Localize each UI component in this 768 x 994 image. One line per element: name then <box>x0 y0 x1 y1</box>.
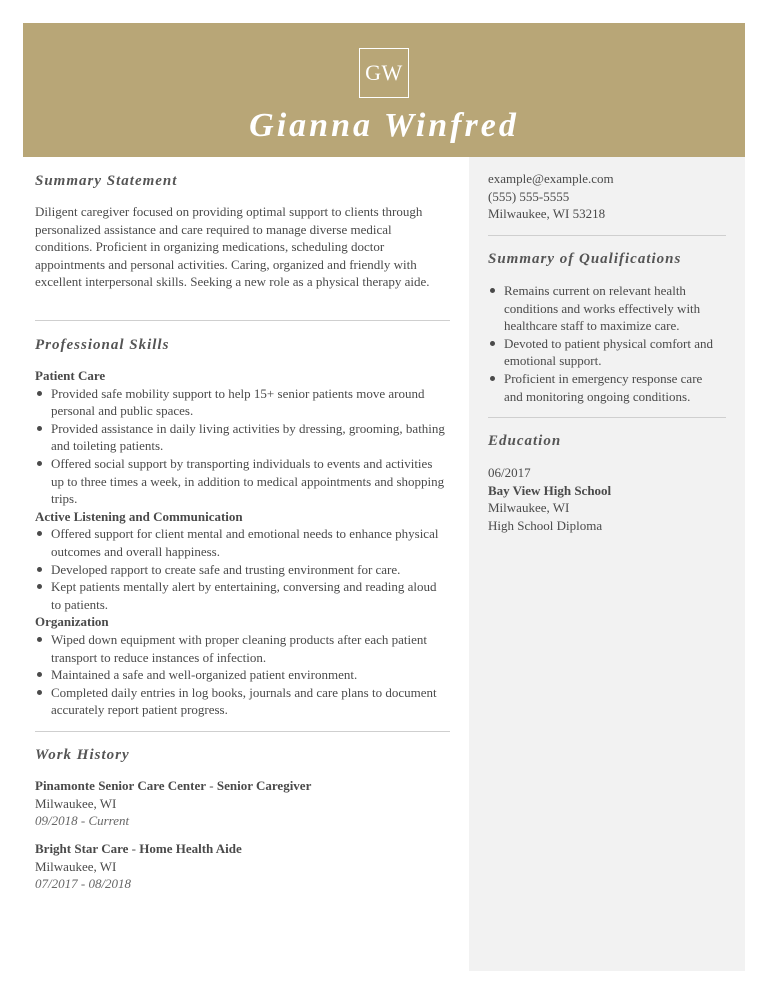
contact-block <box>488 170 728 223</box>
list-item: Maintained a safe and well-organized patient environment. <box>35 666 445 684</box>
summary-text: Diligent caregiver focused on providing optimal support to clients through personalized assistance and care required to manage diverse medical conditions. Proficient in organizing medications, scheduling doctor appointments and personal activities. Caring, organized and friendly with excellent interpersonal skills. Seeking a new role as a physical therapy aide. <box>35 204 430 290</box>
candidate-name: Gianna Winfred <box>249 107 519 144</box>
job-dates: 07/2017 - 08/2018 <box>35 876 132 892</box>
job-role: Senior Caregiver <box>216 778 312 793</box>
contact-address: Milwaukee, WI 53218 <box>488 206 606 222</box>
list-item: Offered social support by transporting individuals to events and activities up to three times a week, in addition to medical appointments and shopping trips. <box>35 455 445 508</box>
list-item: Proficient in emergency response care and monitoring ongoing conditions. <box>488 370 724 405</box>
list-item: Provided assistance in daily living activities by dressing, grooming, bathing and toileting patients. <box>35 420 445 455</box>
education-school: Bay View High School <box>488 482 612 498</box>
list-item: Developed rapport to create safe and trusting environment for care. <box>35 561 445 579</box>
list-item: Wiped down equipment with proper cleaning products after each patient transport to reduce instances of infection. <box>35 631 445 666</box>
divider <box>35 731 450 732</box>
divider <box>488 235 726 236</box>
education-location: Milwaukee, WI <box>488 500 570 516</box>
job-location: Milwaukee, WI <box>35 858 117 874</box>
monogram: GW <box>359 48 409 98</box>
divider <box>488 417 726 418</box>
job-role: Home Health Aide <box>139 841 242 856</box>
qualifications-list <box>488 282 724 405</box>
contact-email: example@example.com <box>488 171 614 186</box>
list-item: Offered support for client mental and emotional needs to enhance physical outcomes and overall happiness. <box>35 525 445 560</box>
education-heading: Education <box>488 433 562 449</box>
list-item: Devoted to patient physical comfort and emotional support. <box>488 335 724 370</box>
list-item: Completed daily entries in log books, journals and care plans to document accurately report patient progress. <box>35 684 445 719</box>
summary-heading: Summary Statement <box>35 173 178 189</box>
skills-heading: Professional Skills <box>35 337 170 353</box>
job-employer: Bright Star Care <box>35 841 129 856</box>
contact-phone: (555) 555-5555 <box>488 188 570 204</box>
job-separator: - <box>206 778 217 793</box>
job-separator: - <box>128 841 140 856</box>
education-entry <box>488 464 724 534</box>
sidebar-panel <box>469 157 745 971</box>
skills-list <box>35 367 445 719</box>
skill-group-title: Patient Care <box>35 368 106 383</box>
education-date: 06/2017 <box>488 465 531 480</box>
qualifications-heading: Summary of Qualifications <box>488 251 682 267</box>
education-degree: High School Diploma <box>488 517 603 533</box>
divider <box>35 320 450 321</box>
job-entry <box>35 777 445 830</box>
job-location: Milwaukee, WI <box>35 795 117 811</box>
skill-group-title: Active Listening and Communication <box>35 508 243 524</box>
job-entry <box>35 840 445 893</box>
job-employer: Pinamonte Senior Care Center <box>35 778 207 793</box>
work-heading: Work History <box>35 747 130 763</box>
list-item: Provided safe mobility support to help 15+ senior patients move around personal and public spaces. <box>35 385 445 420</box>
list-item: Remains current on relevant health conditions and works effectively with healthcare staff to maximize care. <box>488 282 724 335</box>
list-item: Kept patients mentally alert by entertaining, conversing and reading aloud to patients. <box>35 578 445 613</box>
job-dates: 09/2018 - Current <box>35 813 130 829</box>
skill-group-title: Organization <box>35 614 109 630</box>
